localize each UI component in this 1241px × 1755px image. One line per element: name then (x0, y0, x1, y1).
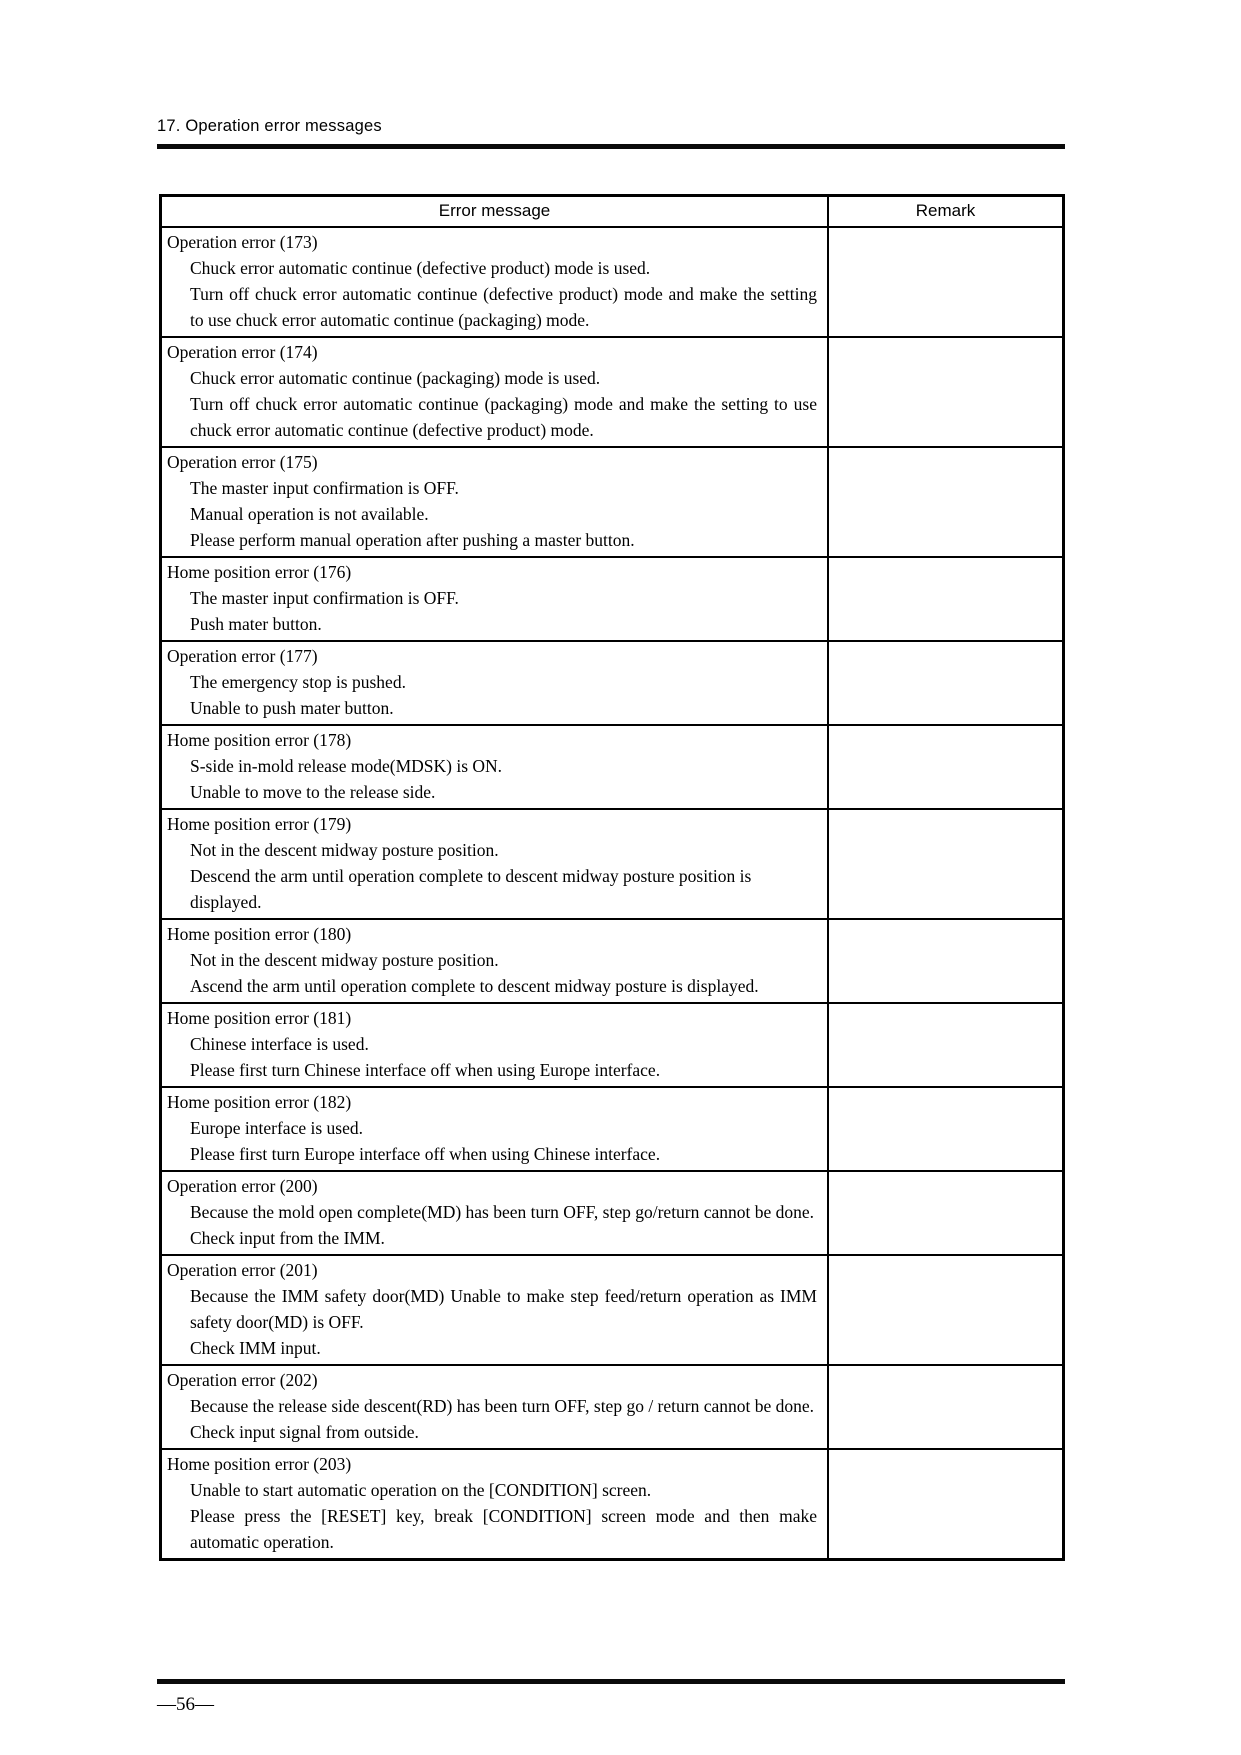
detail-line: Ascend the arm until operation complete to descent midway posture is displayed. (190, 976, 759, 996)
detail-line: Unable to start automatic operation on the [CONDITION] screen. (190, 1480, 652, 1500)
detail-line: Because the release side descent(RD) has been turn OFF, step go / return cannot be done. (190, 1396, 815, 1416)
table-header-row (162, 197, 1062, 228)
message-cell (162, 810, 827, 918)
error-table-body (162, 228, 1062, 1558)
row-title: Home position error (178) (167, 730, 352, 750)
remark-cell (827, 228, 1062, 336)
remark-cell (827, 558, 1062, 640)
table-row (162, 1256, 1062, 1366)
row-title: Home position error (179) (167, 814, 352, 834)
detail-line: The master input confirmation is OFF. (190, 588, 459, 608)
remark-cell (827, 1088, 1062, 1170)
row-title: Operation error (174) (167, 342, 318, 362)
detail-line: Not in the descent midway posture position. (190, 840, 499, 860)
remark-cell (827, 1366, 1062, 1448)
table-row (162, 228, 1062, 338)
detail-line: Europe interface is used. (190, 1118, 363, 1138)
detail-line: Unable to push mater button. (190, 698, 394, 718)
detail-line: Chuck error automatic continue (defective product) mode is used. (190, 258, 651, 278)
message-cell (162, 338, 827, 446)
message-cell (162, 1256, 827, 1364)
detail-line: Turn off chuck error automatic continue (packaging) mode and make the setting to use chuck error automatic continue (defective product) mode. (190, 394, 817, 440)
header-rule (157, 144, 1065, 149)
detail-line: Turn off chuck error automatic continue (defective product) mode and make the setting to use chuck error automatic continue (packaging) mode. (190, 284, 817, 330)
detail-line: Unable to move to the release side. (190, 782, 436, 802)
detail-line: Check input signal from outside. (190, 1422, 419, 1442)
remark-cell (827, 642, 1062, 724)
section-title: 17. Operation error messages (157, 117, 382, 135)
message-cell (162, 1450, 827, 1558)
detail-line: Because the IMM safety door(MD) Unable to make step feed/return operation as IMM safety door(MD) is OFF. (190, 1286, 817, 1332)
row-title: Home position error (182) (167, 1092, 352, 1112)
detail-line: Please press the [RESET] key, break [CONDITION] screen mode and then make automatic operation. (190, 1506, 817, 1552)
detail-line: The master input confirmation is OFF. (190, 478, 459, 498)
message-cell (162, 1088, 827, 1170)
message-cell (162, 1366, 827, 1448)
detail-line: Check input from the IMM. (190, 1228, 385, 1248)
remark-cell (827, 920, 1062, 1002)
remark-cell (827, 1172, 1062, 1254)
row-title: Home position error (203) (167, 1454, 352, 1474)
table-row (162, 1004, 1062, 1088)
column-header-remark: Remark (827, 197, 1062, 226)
row-title: Operation error (177) (167, 646, 318, 666)
detail-line: Not in the descent midway posture position. (190, 950, 499, 970)
column-header-error-message: Error message (438, 201, 551, 220)
message-cell (162, 1004, 827, 1086)
table-row (162, 726, 1062, 810)
message-cell (162, 726, 827, 808)
message-cell (162, 558, 827, 640)
message-cell (162, 1172, 827, 1254)
detail-line: S-side in-mold release mode(MDSK) is ON. (190, 756, 503, 776)
message-cell (162, 920, 827, 1002)
remark-cell (827, 726, 1062, 808)
row-title: Operation error (202) (167, 1370, 318, 1390)
detail-line: Because the mold open complete(MD) has been turn OFF, step go/return cannot be done. (190, 1202, 815, 1222)
remark-cell (827, 1450, 1062, 1558)
footer-rule (157, 1679, 1065, 1684)
remark-cell (827, 1004, 1062, 1086)
message-cell (162, 228, 827, 336)
message-cell (162, 448, 827, 556)
table-row (162, 558, 1062, 642)
table-row (162, 1450, 1062, 1558)
table-row (162, 642, 1062, 726)
message-cell (162, 642, 827, 724)
remark-cell (827, 338, 1062, 446)
detail-line: Please perform manual operation after pushing a master button. (190, 530, 635, 550)
detail-line: Chuck error automatic continue (packaging) mode is used. (190, 368, 601, 388)
detail-line: Please first turn Europe interface off when using Chinese interface. (190, 1144, 661, 1164)
row-title: Home position error (176) (167, 562, 352, 582)
row-title: Operation error (200) (167, 1176, 318, 1196)
table-row (162, 1088, 1062, 1172)
detail-line: The emergency stop is pushed. (190, 672, 406, 692)
remark-cell (827, 1256, 1062, 1364)
table-row (162, 1172, 1062, 1256)
detail-line: Check IMM input. (190, 1338, 321, 1358)
detail-line: Descend the arm until operation complete to descent midway posture position is displayed. (190, 866, 752, 912)
remark-cell (827, 810, 1062, 918)
table-row (162, 338, 1062, 448)
row-title: Home position error (180) (167, 924, 352, 944)
table-row (162, 1366, 1062, 1450)
detail-line: Push mater button. (190, 614, 322, 634)
detail-line: Please first turn Chinese interface off when using Europe interface. (190, 1060, 661, 1080)
row-title: Operation error (201) (167, 1260, 318, 1280)
table-row (162, 810, 1062, 920)
page-number: —56— (157, 1694, 214, 1715)
detail-line: Chinese interface is used. (190, 1034, 369, 1054)
row-title: Operation error (175) (167, 452, 318, 472)
table-row (162, 920, 1062, 1004)
remark-cell (827, 448, 1062, 556)
error-message-table (159, 194, 1065, 1561)
row-title: Home position error (181) (167, 1008, 352, 1028)
row-title: Operation error (173) (167, 232, 318, 252)
table-row (162, 448, 1062, 558)
detail-line: Manual operation is not available. (190, 504, 429, 524)
